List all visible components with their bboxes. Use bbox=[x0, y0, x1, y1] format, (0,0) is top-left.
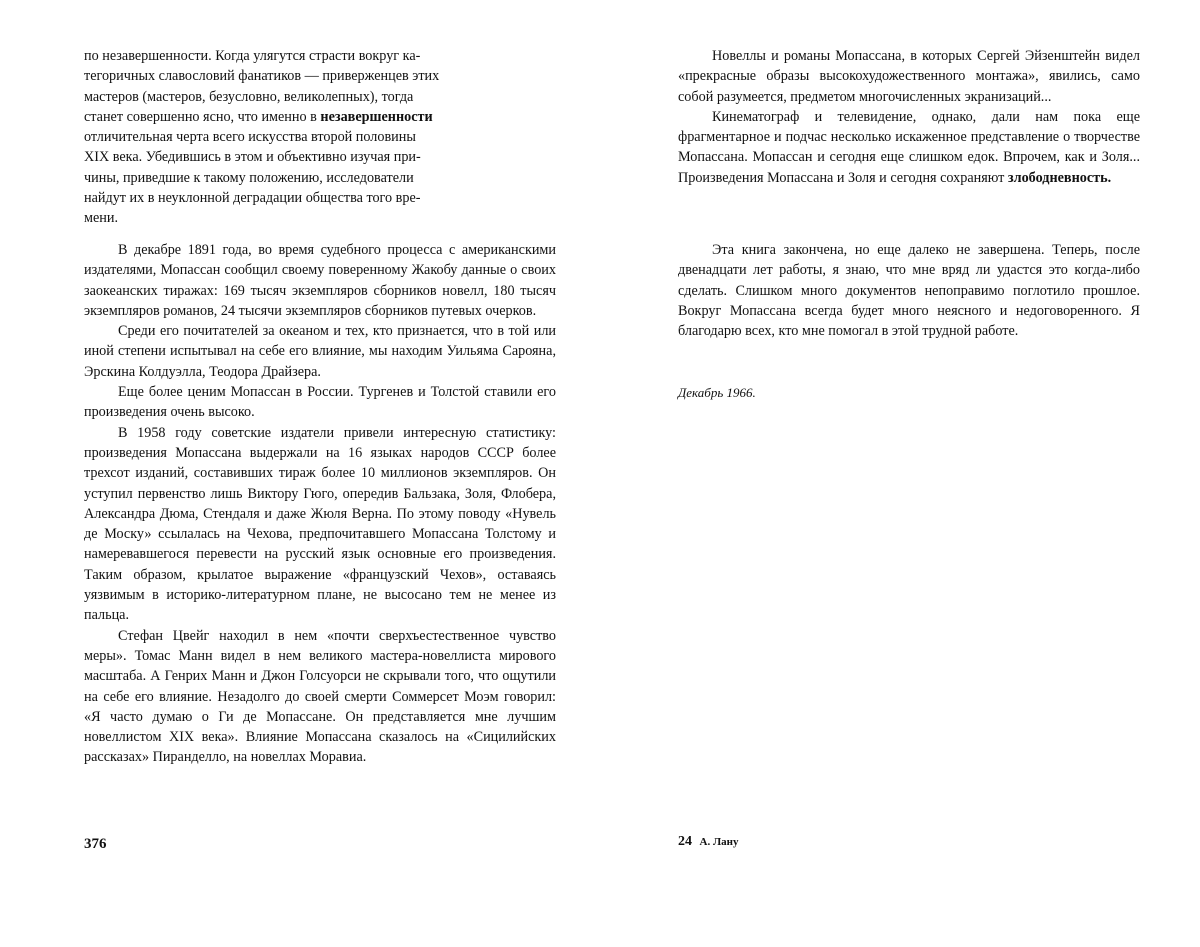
text-line: XIX века. Убедившись в этом и объективно изучая при- bbox=[84, 149, 421, 166]
text-line: чины, приведшие к такому положению, исследователи bbox=[84, 169, 414, 186]
paragraph: В декабре 1891 года, во время судебного процесса с американскими издателями, Мопассан сообщил своему поверенному Жакобу данные о своих заокеанских тиражах: 169 тысяч экземпляров сборников новелл, 180 тысяч экземпляров романов, 24 тысячи экземпляров сборников путевых очерков. bbox=[84, 242, 556, 319]
paragraph: В 1958 году советские издатели привели интересную статистику: произведения Мопассана выдержали на 16 языках народов СССР более трехсот изданий, составивших тираж более 10 миллионов экземпляров. Он уступил первенство лишь Виктору Гюго, опередив Бальзака, Золя, Флобера, Александра Дюма, Стендаля и даже Жюля Верна. По этому поводу «Нувель де Моску» ссылалась на Чехова, предпочитавшего Мопассана Толстому и намеревавшегося перевести на русский язык основные его произведения. Таким образом, крылатое выражение «французский Чехов», оставаясь уязвимым в историко-литературном плане, не высосано тем не менее из пальца. bbox=[84, 424, 556, 624]
text-run: Кинематограф и телевидение, однако, дали нам пока еще фрагментарное и подчас несколько искаженное представление о творчестве Мопассана. Мопассан и сегодня еще слишком едок. Впрочем, как и Золя... Произведения Мопассана и Золя и сегодня сохраняют bbox=[678, 108, 1140, 186]
paragraph: Среди его почитателей за океаном и тех, кто признается, что в той или иной степени испытывал на себе его влияние, мы находим Уильяма Сарояна, Эрскина Колдуэлла, Теодора Драйзера. bbox=[84, 323, 556, 380]
right-top-block bbox=[678, 46, 1140, 188]
text-line: отличительная черта всего искусства второй половины bbox=[84, 129, 416, 146]
page-number: 376 bbox=[84, 836, 107, 852]
right-page bbox=[600, 0, 1200, 947]
paragraph: Еще более ценим Мопассан в России. Тургенев и Толстой ставили его произведения очень высоко. bbox=[84, 384, 556, 421]
left-main-block bbox=[84, 240, 556, 768]
right-afterword-block bbox=[678, 240, 1140, 341]
signature-text: А. Лану bbox=[699, 836, 739, 848]
paragraph bbox=[678, 107, 1140, 188]
paragraph: Эта книга закончена, но еще далеко не завершена. Теперь, после двенадцати лет работы, я знаю, что мне вряд ли удастся это когда-либо сделать. Слишком много документов непоправимо поглотило прошлое. Вокруг Мопассана всегда будет много неясного и недоговоренного. Я благодарю всех, кто мне помогал в этой трудной работе. bbox=[678, 242, 1140, 340]
signature-number: 24 bbox=[678, 834, 692, 849]
paragraph: Стефан Цвейг находил в нем «почти сверхъестественное чувство меры». Томас Манн видел в нем великого мастера-новеллиста мирового масштаба. А Генрих Манн и Джон Голсуорси не скрывали того, что ощутили на себе его влияние. Незадолго до своей смерти Соммерсет Моэм говорил: «Я часто думаю о Ги де Мопассане. Он представляется мне лучшим новеллистом XIX века». Влияние Мопассана сказалось на «Сицилийских рассказах» Пиранделло, на новеллах Моравиа. bbox=[84, 627, 556, 766]
date-line: Декабрь 1966. bbox=[678, 385, 756, 400]
text-line: тегоричных славословий фанатиков — приверженцев этих bbox=[84, 68, 440, 85]
text-line: мени. bbox=[84, 210, 119, 227]
signature-mark bbox=[678, 834, 738, 850]
text-line: мастеров (мастеров, безусловно, великолепных), тогда bbox=[84, 88, 414, 105]
text-line: по незавершенности. Когда улягутся страсти вокруг ка- bbox=[84, 48, 421, 64]
left-top-block bbox=[84, 46, 556, 229]
emphasis-word: незавершенности bbox=[320, 108, 433, 125]
text-run: станет совершенно ясно, что именно в bbox=[84, 108, 321, 125]
text-line: найдут их в неуклонной деградации общества того вре- bbox=[84, 190, 421, 207]
paragraph: Новеллы и романы Мопассана, в которых Сергей Эйзенштейн видел «прекрасные образы высокохудожественного монтажа», явились, само собой разумеется, предметом многочисленных экранизаций... bbox=[678, 48, 1140, 105]
emphasis-word: злободневность. bbox=[1007, 169, 1112, 186]
text-line bbox=[84, 107, 556, 127]
